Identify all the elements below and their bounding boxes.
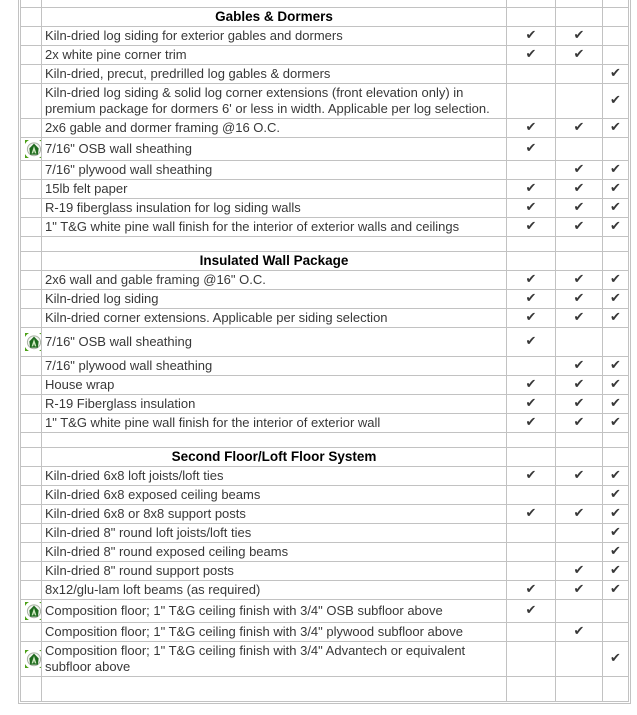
check-mark-icon: ✔ — [573, 47, 585, 62]
check-mark-icon: ✔ — [573, 468, 585, 483]
check-cell-3 — [603, 395, 629, 414]
check-cell-3 — [603, 467, 629, 486]
check-mark-icon: ✔ — [610, 415, 621, 430]
eco-icon-cell — [21, 65, 42, 84]
check-mark-icon: ✔ — [525, 334, 537, 349]
feature-table — [20, 0, 629, 702]
check-cell-3 — [603, 65, 629, 84]
check-cell-1 — [507, 119, 556, 138]
section-header-row — [21, 8, 629, 27]
feature-label: Kiln-dried, precut, predrilled log gables & dormers — [42, 65, 507, 84]
check-mark-icon: ✔ — [525, 47, 537, 62]
check-cell-2 — [556, 433, 603, 448]
check-mark-icon: ✔ — [573, 219, 585, 234]
check-mark-icon: ✔ — [573, 28, 585, 43]
check-cell-3 — [603, 677, 629, 702]
check-cell-1 — [507, 357, 556, 376]
check-cell-3 — [603, 180, 629, 199]
feature-row — [21, 524, 629, 543]
eco-green-building-icon — [24, 139, 42, 159]
feature-row — [21, 505, 629, 524]
feature-label: Kiln-dried log siding — [42, 290, 507, 309]
check-cell-3 — [603, 581, 629, 600]
eco-icon-cell — [21, 8, 42, 27]
feature-row — [21, 357, 629, 376]
check-cell-2 — [556, 486, 603, 505]
check-cell-3 — [603, 290, 629, 309]
check-cell-1 — [507, 252, 556, 271]
eco-icon-cell — [21, 218, 42, 237]
check-mark-icon: ✔ — [610, 582, 621, 597]
feature-label: Composition floor; 1" T&G ceiling finish with 3/4" plywood subfloor above — [42, 623, 507, 642]
check-cell-2 — [556, 414, 603, 433]
eco-icon-cell — [21, 252, 42, 271]
check-mark-icon: ✔ — [610, 396, 621, 411]
eco-icon-cell — [21, 328, 42, 357]
feature-label: 7/16" OSB wall sheathing — [42, 138, 507, 161]
eco-icon-cell — [21, 467, 42, 486]
check-cell-1 — [507, 328, 556, 357]
eco-icon-cell — [21, 505, 42, 524]
check-mark-icon: ✔ — [573, 120, 585, 135]
check-cell-2 — [556, 218, 603, 237]
feature-label-cell — [42, 0, 507, 8]
check-cell-3 — [603, 0, 629, 8]
eco-icon-cell — [21, 27, 42, 46]
check-cell-2 — [556, 562, 603, 581]
check-mark-icon: ✔ — [573, 181, 585, 196]
check-mark-icon: ✔ — [525, 200, 537, 215]
eco-icon-cell — [21, 642, 42, 677]
check-mark-icon: ✔ — [525, 219, 537, 234]
feature-row — [21, 180, 629, 199]
check-cell-1 — [507, 623, 556, 642]
eco-icon-cell — [21, 357, 42, 376]
check-cell-2 — [556, 395, 603, 414]
feature-row — [21, 119, 629, 138]
eco-icon-cell — [21, 237, 42, 252]
check-mark-icon: ✔ — [573, 200, 585, 215]
feature-row — [21, 486, 629, 505]
check-cell-1 — [507, 218, 556, 237]
check-mark-icon: ✔ — [525, 28, 537, 43]
check-mark-icon: ✔ — [525, 291, 537, 306]
check-mark-icon: ✔ — [525, 120, 537, 135]
check-mark-icon: ✔ — [573, 358, 585, 373]
check-cell-2 — [556, 328, 603, 357]
bottom-partial-row — [21, 677, 629, 702]
check-cell-2 — [556, 623, 603, 642]
check-mark-icon: ✔ — [610, 525, 621, 540]
eco-icon-cell — [21, 623, 42, 642]
check-cell-3 — [603, 505, 629, 524]
check-cell-2 — [556, 376, 603, 395]
check-cell-2 — [556, 357, 603, 376]
check-cell-3 — [603, 252, 629, 271]
check-mark-icon: ✔ — [573, 162, 585, 177]
feature-row — [21, 395, 629, 414]
check-cell-3 — [603, 237, 629, 252]
feature-label: 15lb felt paper — [42, 180, 507, 199]
check-cell-2 — [556, 543, 603, 562]
eco-icon-cell — [21, 677, 42, 702]
check-cell-1 — [507, 0, 556, 8]
eco-icon-cell — [21, 119, 42, 138]
check-cell-1 — [507, 486, 556, 505]
check-cell-2 — [556, 138, 603, 161]
feature-label: 1" T&G white pine wall finish for the interior of exterior wall — [42, 414, 507, 433]
feature-row — [21, 65, 629, 84]
feature-label: 2x6 wall and gable framing @16" O.C. — [42, 271, 507, 290]
check-cell-3 — [603, 199, 629, 218]
check-cell-2 — [556, 271, 603, 290]
eco-green-building-icon — [24, 332, 42, 352]
check-cell-3 — [603, 328, 629, 357]
check-mark-icon: ✔ — [573, 396, 585, 411]
check-mark-icon: ✔ — [573, 291, 585, 306]
check-cell-3 — [603, 600, 629, 623]
feature-row — [21, 46, 629, 65]
package-comparison-table — [18, 0, 631, 704]
feature-row — [21, 27, 629, 46]
check-cell-2 — [556, 467, 603, 486]
check-mark-icon: ✔ — [525, 603, 537, 618]
eco-green-building-icon — [24, 601, 42, 621]
feature-label: 2x6 gable and dormer framing @16 O.C. — [42, 119, 507, 138]
feature-label: Kiln-dried 6x8 loft joists/loft ties — [42, 467, 507, 486]
check-mark-icon: ✔ — [525, 415, 537, 430]
feature-row — [21, 84, 629, 119]
section-title: Gables & Dormers — [42, 8, 507, 27]
check-cell-1 — [507, 180, 556, 199]
check-cell-2 — [556, 237, 603, 252]
eco-icon-cell — [21, 309, 42, 328]
check-mark-icon: ✔ — [610, 200, 621, 215]
check-cell-3 — [603, 448, 629, 467]
check-mark-icon: ✔ — [610, 377, 621, 392]
check-mark-icon: ✔ — [525, 310, 537, 325]
feature-label: 7/16" plywood wall sheathing — [42, 161, 507, 180]
check-cell-2 — [556, 642, 603, 677]
check-mark-icon: ✔ — [610, 487, 621, 502]
eco-icon-cell — [21, 395, 42, 414]
section-title: Insulated Wall Package — [42, 252, 507, 271]
check-cell-2 — [556, 581, 603, 600]
check-cell-1 — [507, 376, 556, 395]
feature-label: Kiln-dried log siding for exterior gables and dormers — [42, 27, 507, 46]
feature-label: Composition floor; 1" T&G ceiling finish with 3/4" OSB subfloor above — [42, 600, 507, 623]
check-cell-3 — [603, 46, 629, 65]
check-cell-1 — [507, 448, 556, 467]
check-mark-icon: ✔ — [610, 120, 621, 135]
check-cell-2 — [556, 8, 603, 27]
check-cell-3 — [603, 84, 629, 119]
feature-row — [21, 161, 629, 180]
check-cell-3 — [603, 562, 629, 581]
eco-icon-cell — [21, 138, 42, 161]
check-cell-1 — [507, 600, 556, 623]
feature-row — [21, 642, 629, 677]
feature-label: 2x white pine corner trim — [42, 46, 507, 65]
check-mark-icon: ✔ — [610, 651, 621, 666]
check-cell-1 — [507, 84, 556, 119]
check-cell-1 — [507, 562, 556, 581]
feature-label: R-19 fiberglass insulation for log siding walls — [42, 199, 507, 218]
feature-label: Kiln-dried 6x8 or 8x8 support posts — [42, 505, 507, 524]
check-cell-1 — [507, 237, 556, 252]
check-cell-3 — [603, 218, 629, 237]
comparison-table-body — [21, 0, 629, 702]
feature-row — [21, 328, 629, 357]
feature-label: Kiln-dried log siding & solid log corner extensions (front elevation only) in premium package for dormers 6' or less in width. Applicable per log selection. — [42, 84, 507, 119]
check-cell-3 — [603, 433, 629, 448]
feature-row — [21, 376, 629, 395]
check-mark-icon: ✔ — [573, 377, 585, 392]
check-cell-2 — [556, 84, 603, 119]
eco-icon-cell — [21, 84, 42, 119]
check-cell-2 — [556, 309, 603, 328]
check-cell-2 — [556, 180, 603, 199]
check-mark-icon: ✔ — [610, 468, 621, 483]
eco-icon-cell — [21, 486, 42, 505]
check-cell-3 — [603, 524, 629, 543]
check-cell-3 — [603, 138, 629, 161]
check-cell-1 — [507, 65, 556, 84]
check-cell-1 — [507, 199, 556, 218]
feature-label-cell — [42, 433, 507, 448]
check-mark-icon: ✔ — [573, 582, 585, 597]
check-mark-icon: ✔ — [610, 358, 621, 373]
check-cell-2 — [556, 290, 603, 309]
check-mark-icon: ✔ — [573, 272, 585, 287]
check-cell-1 — [507, 290, 556, 309]
check-cell-3 — [603, 271, 629, 290]
check-cell-3 — [603, 8, 629, 27]
feature-label-cell — [42, 237, 507, 252]
check-mark-icon: ✔ — [573, 563, 585, 578]
check-cell-2 — [556, 161, 603, 180]
check-cell-2 — [556, 46, 603, 65]
check-cell-3 — [603, 486, 629, 505]
feature-row — [21, 199, 629, 218]
section-spacer-row — [21, 237, 629, 252]
feature-label: Kiln-dried 8" round support posts — [42, 562, 507, 581]
eco-icon-cell — [21, 271, 42, 290]
check-cell-3 — [603, 376, 629, 395]
eco-icon-cell — [21, 524, 42, 543]
check-mark-icon: ✔ — [525, 272, 537, 287]
check-mark-icon: ✔ — [610, 563, 621, 578]
check-cell-1 — [507, 395, 556, 414]
check-cell-1 — [507, 46, 556, 65]
feature-row — [21, 218, 629, 237]
eco-icon-cell — [21, 46, 42, 65]
check-mark-icon: ✔ — [610, 272, 621, 287]
check-cell-2 — [556, 252, 603, 271]
check-cell-3 — [603, 623, 629, 642]
feature-label: Composition floor; 1" T&G ceiling finish with 3/4" Advantech or equivalent subfloor above — [42, 642, 507, 677]
check-cell-2 — [556, 0, 603, 8]
section-header-row — [21, 448, 629, 467]
check-mark-icon: ✔ — [610, 544, 621, 559]
section-title: Second Floor/Loft Floor System — [42, 448, 507, 467]
eco-green-building-icon — [24, 649, 42, 669]
check-mark-icon: ✔ — [525, 181, 537, 196]
feature-row — [21, 271, 629, 290]
eco-icon-cell — [21, 433, 42, 448]
eco-icon-cell — [21, 161, 42, 180]
feature-row — [21, 623, 629, 642]
feature-row — [21, 543, 629, 562]
check-cell-1 — [507, 543, 556, 562]
check-mark-icon: ✔ — [525, 377, 537, 392]
check-cell-1 — [507, 642, 556, 677]
check-mark-icon: ✔ — [610, 162, 621, 177]
feature-label: Kiln-dried 6x8 exposed ceiling beams — [42, 486, 507, 505]
check-cell-1 — [507, 524, 556, 543]
check-mark-icon: ✔ — [610, 506, 621, 521]
check-cell-2 — [556, 524, 603, 543]
feature-label: Kiln-dried 8" round loft joists/loft ties — [42, 524, 507, 543]
feature-row — [21, 309, 629, 328]
check-cell-2 — [556, 27, 603, 46]
check-cell-2 — [556, 505, 603, 524]
eco-icon-cell — [21, 581, 42, 600]
eco-icon-cell — [21, 562, 42, 581]
check-cell-2 — [556, 119, 603, 138]
check-cell-1 — [507, 271, 556, 290]
check-mark-icon: ✔ — [610, 310, 621, 325]
feature-row — [21, 600, 629, 623]
top-partial-row — [21, 0, 629, 8]
feature-label: Kiln-dried 8" round exposed ceiling beams — [42, 543, 507, 562]
check-mark-icon: ✔ — [610, 219, 621, 234]
check-cell-1 — [507, 414, 556, 433]
check-mark-icon: ✔ — [610, 291, 621, 306]
check-cell-1 — [507, 433, 556, 448]
check-cell-1 — [507, 8, 556, 27]
check-cell-1 — [507, 677, 556, 702]
check-cell-3 — [603, 543, 629, 562]
check-cell-2 — [556, 677, 603, 702]
feature-label-cell — [42, 677, 507, 702]
feature-row — [21, 467, 629, 486]
check-cell-1 — [507, 161, 556, 180]
check-cell-2 — [556, 65, 603, 84]
check-mark-icon: ✔ — [525, 468, 537, 483]
section-header-row — [21, 252, 629, 271]
feature-row — [21, 138, 629, 161]
feature-label: House wrap — [42, 376, 507, 395]
check-mark-icon: ✔ — [573, 624, 585, 639]
check-cell-3 — [603, 642, 629, 677]
check-mark-icon: ✔ — [525, 582, 537, 597]
check-mark-icon: ✔ — [610, 93, 621, 108]
eco-icon-cell — [21, 180, 42, 199]
check-mark-icon: ✔ — [573, 415, 585, 430]
check-cell-2 — [556, 448, 603, 467]
check-cell-1 — [507, 309, 556, 328]
check-mark-icon: ✔ — [610, 181, 621, 196]
feature-label: 7/16" OSB wall sheathing — [42, 328, 507, 357]
feature-label: Kiln-dried corner extensions. Applicable per siding selection — [42, 309, 507, 328]
check-cell-2 — [556, 199, 603, 218]
check-cell-3 — [603, 27, 629, 46]
eco-icon-cell — [21, 0, 42, 8]
feature-row — [21, 581, 629, 600]
check-cell-1 — [507, 27, 556, 46]
eco-icon-cell — [21, 199, 42, 218]
eco-icon-cell — [21, 448, 42, 467]
feature-label: 8x12/glu-lam loft beams (as required) — [42, 581, 507, 600]
eco-icon-cell — [21, 414, 42, 433]
section-spacer-row — [21, 433, 629, 448]
eco-icon-cell — [21, 600, 42, 623]
check-mark-icon: ✔ — [610, 66, 621, 81]
check-cell-1 — [507, 581, 556, 600]
feature-row — [21, 290, 629, 309]
eco-icon-cell — [21, 543, 42, 562]
check-mark-icon: ✔ — [525, 396, 537, 411]
check-cell-1 — [507, 138, 556, 161]
feature-row — [21, 414, 629, 433]
feature-row — [21, 562, 629, 581]
check-cell-3 — [603, 357, 629, 376]
check-cell-3 — [603, 161, 629, 180]
check-mark-icon: ✔ — [525, 506, 537, 521]
check-cell-2 — [556, 600, 603, 623]
check-mark-icon: ✔ — [573, 310, 585, 325]
check-mark-icon: ✔ — [525, 141, 537, 156]
feature-label: 7/16" plywood wall sheathing — [42, 357, 507, 376]
check-mark-icon: ✔ — [573, 506, 585, 521]
feature-label: 1" T&G white pine wall finish for the interior of exterior walls and ceilings — [42, 218, 507, 237]
feature-label: R-19 Fiberglass insulation — [42, 395, 507, 414]
eco-icon-cell — [21, 290, 42, 309]
check-cell-3 — [603, 414, 629, 433]
check-cell-1 — [507, 467, 556, 486]
check-cell-3 — [603, 119, 629, 138]
check-cell-3 — [603, 309, 629, 328]
eco-icon-cell — [21, 376, 42, 395]
check-cell-1 — [507, 505, 556, 524]
